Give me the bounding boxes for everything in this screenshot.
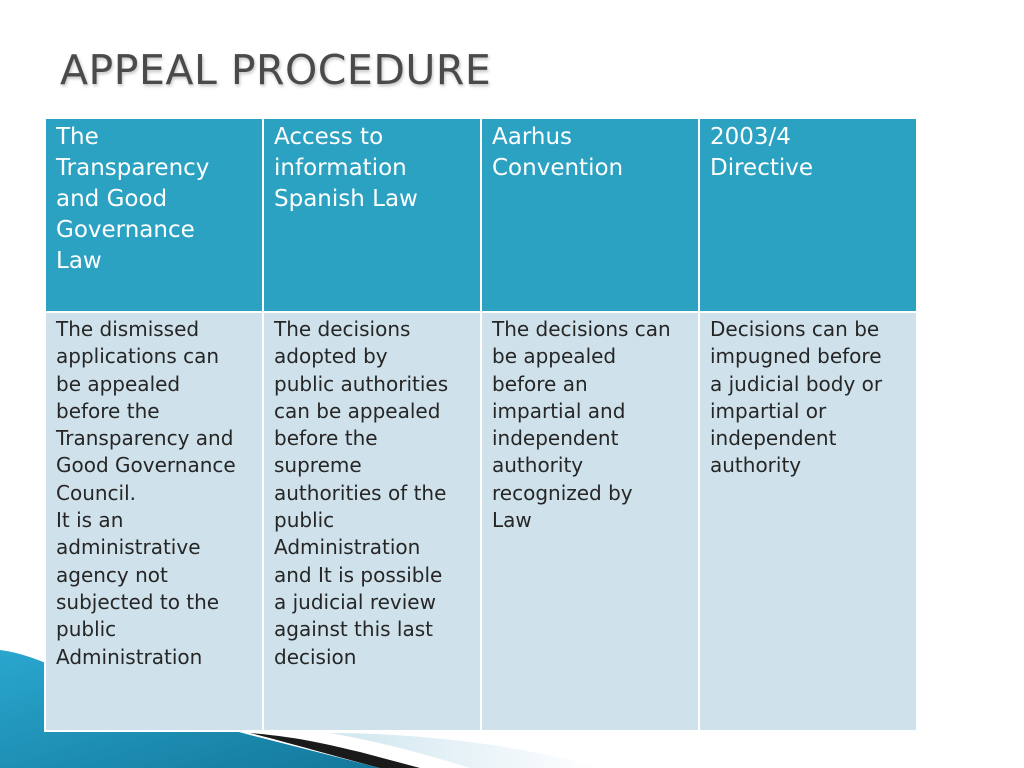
header-cell-transparency-law [45,118,263,312]
cell-text: The decisions can be appealed before an impartial and independent authority recognized by Law [492,317,671,533]
header-cell-spanish-law [263,118,481,312]
header-text: Aarhus Convention [492,124,624,181]
header-cell-aarhus-convention [481,118,699,312]
header-text: The Transparency and Good Governance Law [56,124,210,274]
cell-text: Decisions can be impugned before a judicial body or impartial or independent authority [710,317,883,478]
table-row [45,312,917,731]
header-text: 2003/4 Directive [710,124,814,181]
table-cell [699,312,917,731]
header-text: Access to information Spanish Law [274,124,418,212]
header-cell-directive [699,118,917,312]
table-header-row [45,118,917,312]
cell-text: The decisions adopted by public authorities can be appealed before the supreme authorities of the public Administration and It is possible a judicial review against this last decision [274,317,449,669]
table-cell [45,312,263,731]
slide-title: APPEAL PROCEDURE [60,46,492,94]
table-cell [263,312,481,731]
table-cell [481,312,699,731]
cell-text: The dismissed applications can be appealed before the Transparency and Good Governance Council. It is an administrative agency not subjected to the public Administration [56,317,236,669]
appeal-procedure-table [44,117,918,732]
